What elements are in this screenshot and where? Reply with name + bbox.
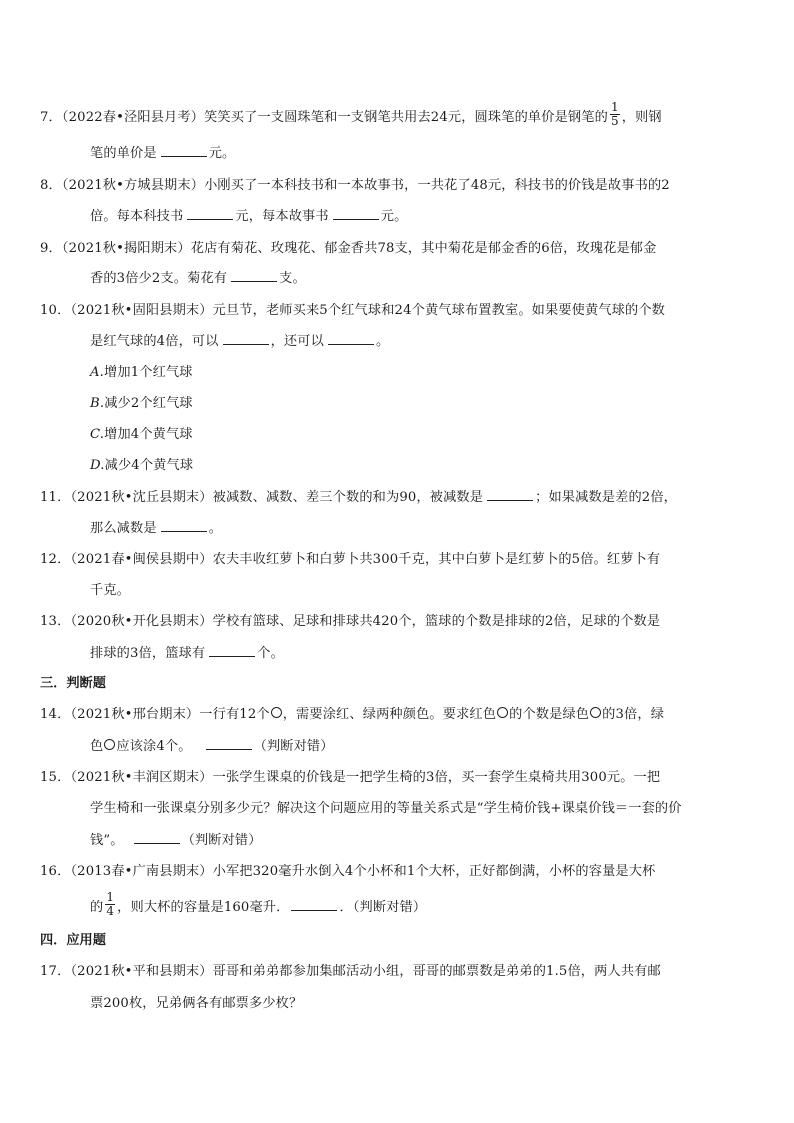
q8-line1: 8．（2021秋•方城县期末）小刚买了一本科技书和一本故事书，一共花了48元，科技书的价钱是故事书的2 <box>40 178 670 193</box>
q14-line1 <box>40 706 664 724</box>
q15-text: 钱”。 <box>90 833 124 848</box>
q9-answer-blank[interactable] <box>231 270 277 282</box>
q10-option-d[interactable] <box>90 457 193 475</box>
q11-answer-blank-1[interactable] <box>487 489 533 501</box>
q14-judge-note: （判断对错） <box>253 739 334 754</box>
q9-text-a: 香的3倍少2支。菊花有 <box>90 271 228 286</box>
circle-icon <box>104 739 115 750</box>
q10-option-c[interactable] <box>90 426 193 444</box>
q11-text-a: 11．（2021秋•沈丘县期末）被减数、减数、差三个数的和为90，被减数是 <box>40 490 484 505</box>
q13-text-b: 个。 <box>257 646 284 661</box>
circle-icon <box>271 707 282 718</box>
option-letter: D. <box>90 458 105 473</box>
q14-text-f: 应该涂4个。 <box>116 739 192 754</box>
q16-line1: 16．（2013春•广南县期末）小军把320毫升水倒入4个小杯和1个大杯，正好都倒满，小杯的容量是大杯 <box>40 864 656 879</box>
q10-text-a: 是红气球的4倍，可以 <box>90 334 219 349</box>
q13-line2 <box>90 645 284 663</box>
q9-line1: 9．（2021秋•揭阳期末）花店有菊花、玫瑰花、郁金香共78支，其中菊花是郁金香的6倍，玫瑰花是郁金 <box>40 241 657 256</box>
q10-text-c: 。 <box>375 334 390 349</box>
q11-text-c: 那么减数是 <box>90 521 157 536</box>
option-text: 减少4个黄气球 <box>104 458 194 473</box>
q10-answer-blank-1[interactable] <box>223 333 269 345</box>
circle-icon <box>497 707 508 718</box>
q16-line2 <box>90 890 427 918</box>
q13-text-a: 排球的3倍，篮球有 <box>90 646 206 661</box>
q11-text-d: 。 <box>208 521 223 536</box>
q8-answer-blank-1[interactable] <box>187 208 233 220</box>
q16-fraction <box>105 891 115 918</box>
q8-text-a: 倍。每本科技书 <box>90 209 184 224</box>
q16-text-a: 的 <box>90 900 104 915</box>
frac-denominator: 5 <box>610 114 619 128</box>
q11-line2 <box>90 520 222 538</box>
q10-line1: 10．（2021秋•固阳县期末）元旦节，老师买来5个红气球和24个黄气球布置教室。如果要使黄气球的个数 <box>40 303 666 318</box>
q9-text-b: 支。 <box>279 271 306 286</box>
q17-line2: 票200枚，兄弟俩各有邮票多少枚？ <box>90 996 303 1011</box>
q14-text-b: ，需要涂红、绿两种颜色。要求红色 <box>282 707 497 722</box>
frac-denominator: 4 <box>106 904 115 918</box>
q9-line2 <box>90 270 306 288</box>
q15-line2: 学生椅和一张课桌分别多少元？解决这个问题应用的等量关系式是“学生椅价钱+课桌价钱＝一套的价 <box>90 801 682 816</box>
q7-line2-text: 笔的单价是 <box>90 146 157 161</box>
option-letter: C. <box>90 427 105 442</box>
q10-text-b: ，还可以 <box>270 334 324 349</box>
frac-numerator: 1 <box>610 100 619 114</box>
q7-text: 7．（2022春•泾阳县月考）笑笑买了一支圆珠笔和一支钢笔共用去24元，圆珠笔的单价是钢笔的 <box>40 110 608 125</box>
q10-option-b[interactable] <box>90 395 193 413</box>
q13-answer-blank[interactable] <box>209 645 255 657</box>
q15-line1: 15．（2021秋•丰润区期末）一张学生课桌的价钱是一把学生椅的3倍，买一套学生桌椅共用300元。一把 <box>40 770 661 785</box>
q15-answer-blank[interactable] <box>134 832 180 844</box>
circle-icon <box>590 707 601 718</box>
q10-line2 <box>90 333 389 351</box>
q14-text-c: 的个数是绿色 <box>509 707 590 722</box>
q16-judge-note: ．（判断对错） <box>339 900 427 915</box>
frac-numerator: 1 <box>106 890 115 904</box>
q8-line2 <box>90 208 407 226</box>
q11-line1 <box>40 489 677 507</box>
q7-fraction <box>610 101 620 128</box>
q7-line2 <box>90 145 235 163</box>
option-text: 增加1个红气球 <box>104 365 193 380</box>
option-text: 减少2个红气球 <box>104 396 193 411</box>
q11-answer-blank-2[interactable] <box>161 520 207 532</box>
section-heading-application: 四．应用题 <box>40 933 106 948</box>
q8-text-b: 元，每本故事书 <box>235 209 329 224</box>
q16-text-b: ，则大杯的容量是160毫升． <box>117 900 290 915</box>
q8-text-c: 元。 <box>380 209 408 224</box>
q14-text-a: 14．（2021秋•邢台期末）一行有12个 <box>40 707 270 722</box>
q14-text-e: 色 <box>90 739 104 754</box>
q15-judge-note: （判断对错） <box>181 833 262 848</box>
q10-option-a[interactable] <box>90 364 193 382</box>
option-text: 增加4个黄气球 <box>104 427 193 442</box>
q14-text-d: 的3倍，绿 <box>602 707 665 722</box>
option-letter: B. <box>90 396 105 411</box>
q17-line1: 17．（2021秋•平和县期末）哥哥和弟弟都参加集邮活动小组，哥哥的邮票数是弟弟的1.5倍，两人共有邮 <box>40 964 661 979</box>
q7-text-end: ，则钢 <box>621 110 662 125</box>
q10-answer-blank-2[interactable] <box>328 333 374 345</box>
q12-line1: 12．（2021春•闽侯县期中）农夫丰收红萝卜和白萝卜共300千克，其中白萝卜是红萝卜的5倍。红萝卜有 <box>40 552 661 567</box>
q8-answer-blank-2[interactable] <box>333 208 379 220</box>
q7-line1 <box>40 100 662 128</box>
q15-line3 <box>90 832 262 850</box>
q7-unit: 元。 <box>208 146 236 161</box>
section-heading-judgement: 三．判断题 <box>40 676 106 691</box>
q14-answer-blank[interactable] <box>206 738 252 750</box>
option-letter: A. <box>90 365 105 380</box>
q14-line2 <box>90 738 334 756</box>
q7-answer-blank[interactable] <box>161 145 207 157</box>
q11-text-b: ；如果减数是差的2倍， <box>535 490 678 505</box>
q16-answer-blank[interactable] <box>291 899 337 911</box>
q13-line1: 13．（2020秋•开化县期末）学校有篮球、足球和排球共420个，篮球的个数是排球的2倍，足球的个数是 <box>40 614 661 629</box>
q12-line2: 千克。 <box>90 583 131 598</box>
